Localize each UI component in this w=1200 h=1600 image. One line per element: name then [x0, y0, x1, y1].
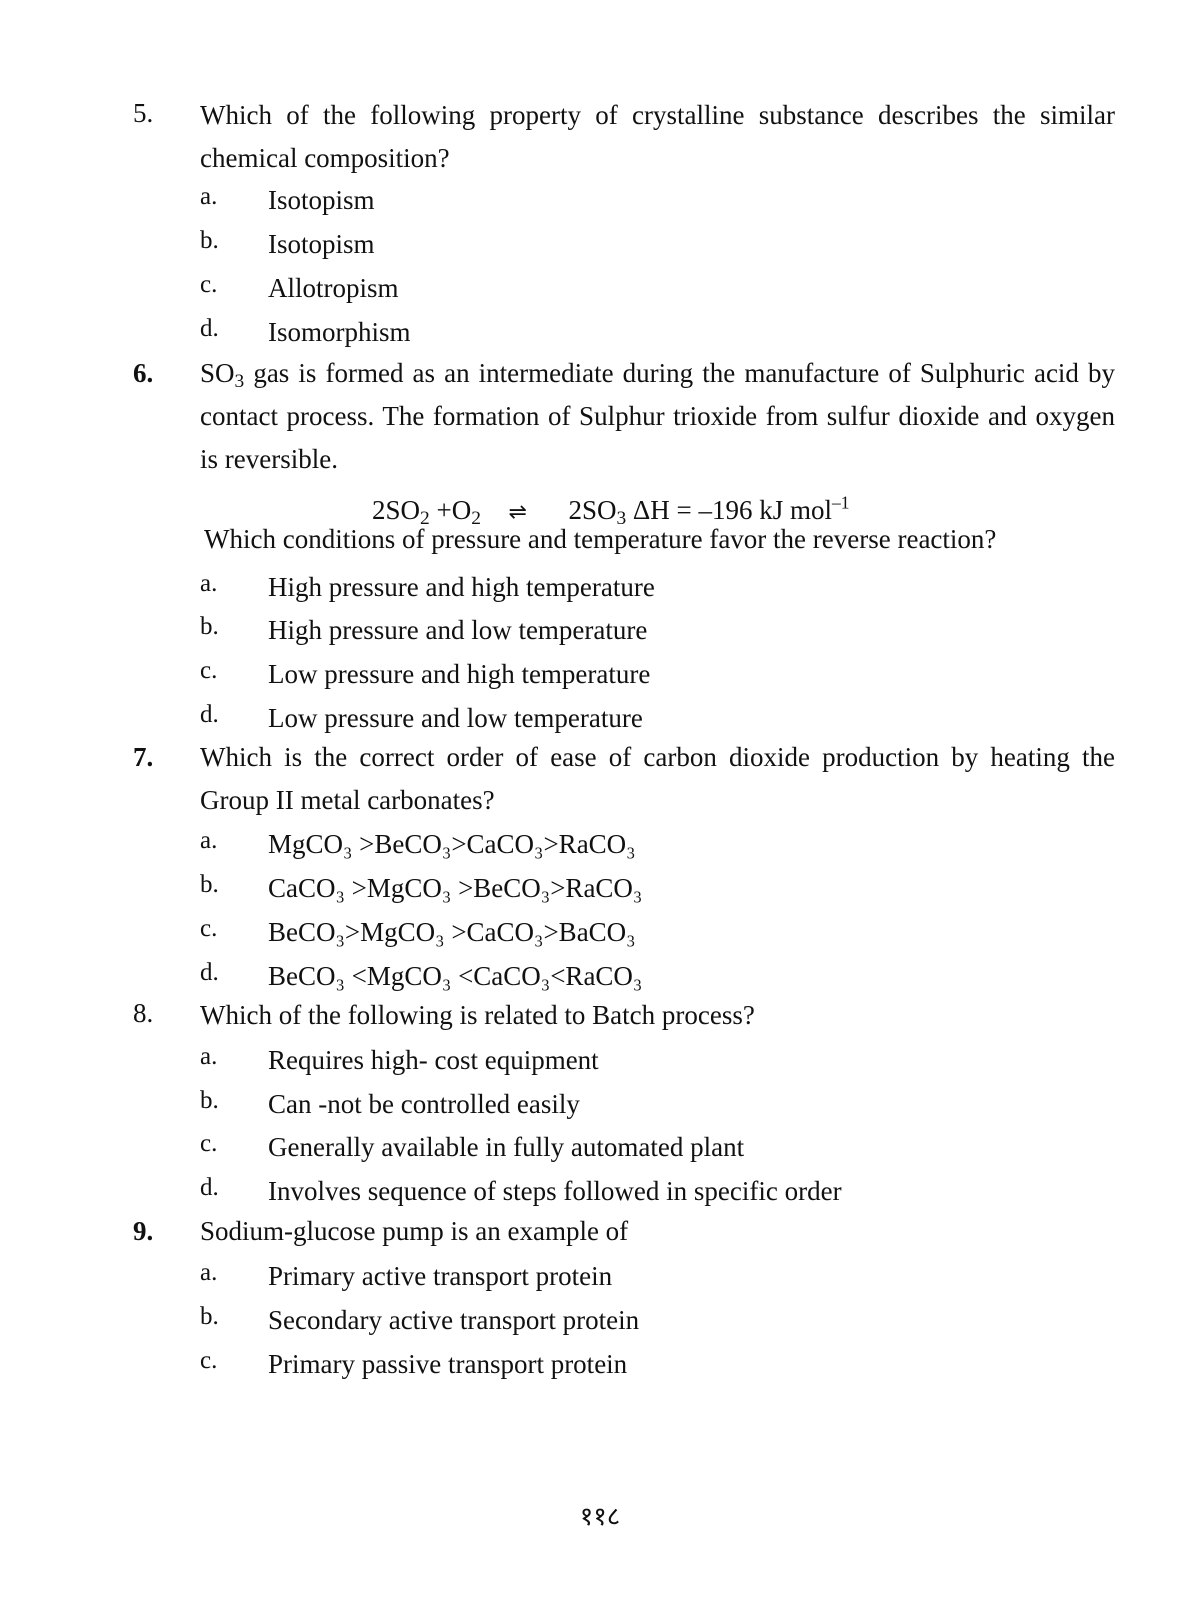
option-text: Isotopism [268, 229, 375, 259]
question-text [200, 352, 1115, 481]
option-text: Generally available in fully automated plant [268, 1132, 745, 1162]
option-text: Low pressure and high temperature [268, 659, 651, 689]
option-text: Primary active transport protein [268, 1261, 613, 1291]
question-number: 5. [133, 98, 154, 128]
option-label: b. [200, 227, 219, 254]
option-text: Requires high- cost equipment [268, 1045, 599, 1075]
option-text: CaCO₃ >MgCO₃ >BeCO₃>RaCO₃ [268, 873, 643, 903]
option-text: BeCO₃>MgCO₃ >CaCO₃>BaCO₃ [268, 917, 636, 947]
option-text: Allotropism [268, 273, 399, 303]
option-label: a. [200, 183, 218, 210]
option-label: d. [200, 701, 219, 728]
option-text: Low pressure and low temperature [268, 703, 643, 733]
option-text: Involves sequence of steps followed in specific order [268, 1176, 842, 1206]
option-label: c. [200, 1347, 218, 1374]
option-label: c. [200, 1130, 218, 1157]
question-text: Which is the correct order of ease of carbon dioxide production by heating the Group II metal carbonates? [200, 742, 1115, 815]
question-text: Sodium-glucose pump is an example of [200, 1216, 629, 1246]
option-label: a. [200, 1043, 218, 1070]
option-label: c. [200, 271, 218, 298]
so3-formula: $SO_3$ [200, 358, 245, 392]
option-text: Isomorphism [268, 317, 411, 347]
option-label: b. [200, 1303, 219, 1330]
option-text: Can -not be controlled easily [268, 1089, 580, 1119]
option-text: High pressure and high temperature [268, 572, 655, 602]
option-label: b. [200, 871, 219, 898]
option-label: d. [200, 315, 219, 342]
question-text-body: gas is formed as an intermediate during the manufacture of Sulphuric acid by contact process. The formation of Sulphur trioxide from sulfur dioxide and oxygen is reversible. [200, 358, 1116, 474]
equation: $2SO_2 +O_2$ ⇌ $2SO_3$ ΔH = –196 kJ mol$^{-1}$ [372, 490, 850, 533]
option-text: Primary passive transport protein [268, 1349, 628, 1379]
sub-question: Which conditions of pressure and temperature favor the reverse reaction? [204, 524, 997, 554]
option-text: Secondary active transport protein [268, 1305, 640, 1335]
option-label: c. [200, 915, 218, 942]
question-number: 7. [133, 742, 154, 772]
option-label: d. [200, 959, 219, 986]
question-number: 8. [133, 998, 154, 1028]
option-text: Isotopism [268, 185, 375, 215]
option-label: b. [200, 613, 219, 640]
option-label: b. [200, 1087, 219, 1114]
question-text: Which of the following is related to Batch process? [200, 1000, 755, 1030]
option-text: High pressure and low temperature [268, 615, 648, 645]
option-label: a. [200, 570, 218, 597]
equilibrium-arrow: ⇌ [508, 500, 527, 525]
question-text: Which of the following property of crystalline substance describes the similar chemical composition? [200, 100, 1115, 173]
page-number: ११८ [579, 1502, 621, 1532]
option-label: c. [200, 657, 218, 684]
option-label: a. [200, 827, 218, 854]
option-label: a. [200, 1259, 218, 1286]
option-text: BeCO₃ <MgCO₃ <CaCO₃<RaCO₃ [268, 961, 643, 991]
question-number: 9. [133, 1216, 154, 1246]
option-label: d. [200, 1174, 219, 1201]
option-text: MgCO₃ >BeCO₃>CaCO₃>RaCO₃ [268, 829, 636, 859]
question-number: 6. [133, 358, 154, 388]
